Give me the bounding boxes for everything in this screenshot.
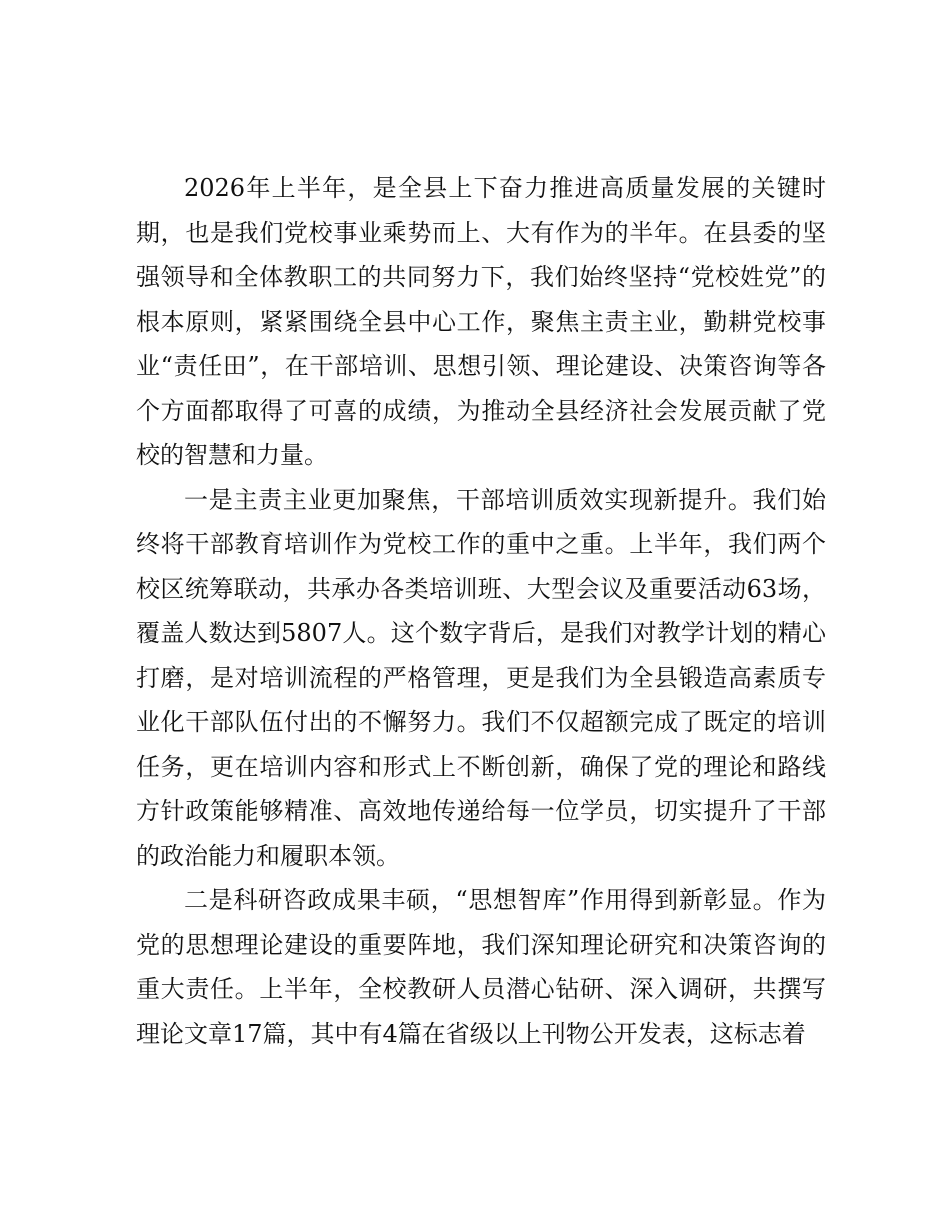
- paragraph-intro: 2026年上半年，是全县上下奋力推进高质量发展的关键时期，也是我们党校事业乘势而上、大有作为的半年。在县委的坚强领导和全体教职工的共同努力下，我们始终坚持“党校姓党”的根本原则，紧紧围绕全县中心工作，聚焦主责主业，勤耕党校事业“责任田”，在干部培训、思想引领、理论建设、决策咨询等各个方面都取得了可喜的成绩，为推动全县经济社会发展贡献了党校的智慧和力量。: [136, 174, 826, 469]
- paragraph-training: 一是主责主业更加聚焦，干部培训质效实现新提升。我们始终将干部教育培训作为党校工作的重中之重。上半年，我们两个校区统筹联动，共承办各类培训班、大型会议及重要活动63场，覆盖人数达到5807人。这个数字背后，是我们对教学计划的精心打磨，是对培训流程的严格管理，更是我们为全县锻造高素质专业化干部队伍付出的不懈努力。我们不仅超额完成了既定的培训任务，更在培训内容和形式上不断创新，确保了党的理论和路线方针政策能够精准、高效地传递给每一位学员，切实提升了干部的政治能力和履职本领。: [136, 485, 826, 870]
- document-body: [136, 166, 826, 1056]
- paragraph-research: 二是科研咨政成果丰硕，“思想智库”作用得到新彰显。作为党的思想理论建设的重要阵地，我们深知理论研究和决策咨询的重大责任。上半年，全校教研人员潜心钻研、深入调研，共撰写理论文章17篇，其中有4篇在省级以上刊物公开发表，这标志着: [136, 886, 826, 1048]
